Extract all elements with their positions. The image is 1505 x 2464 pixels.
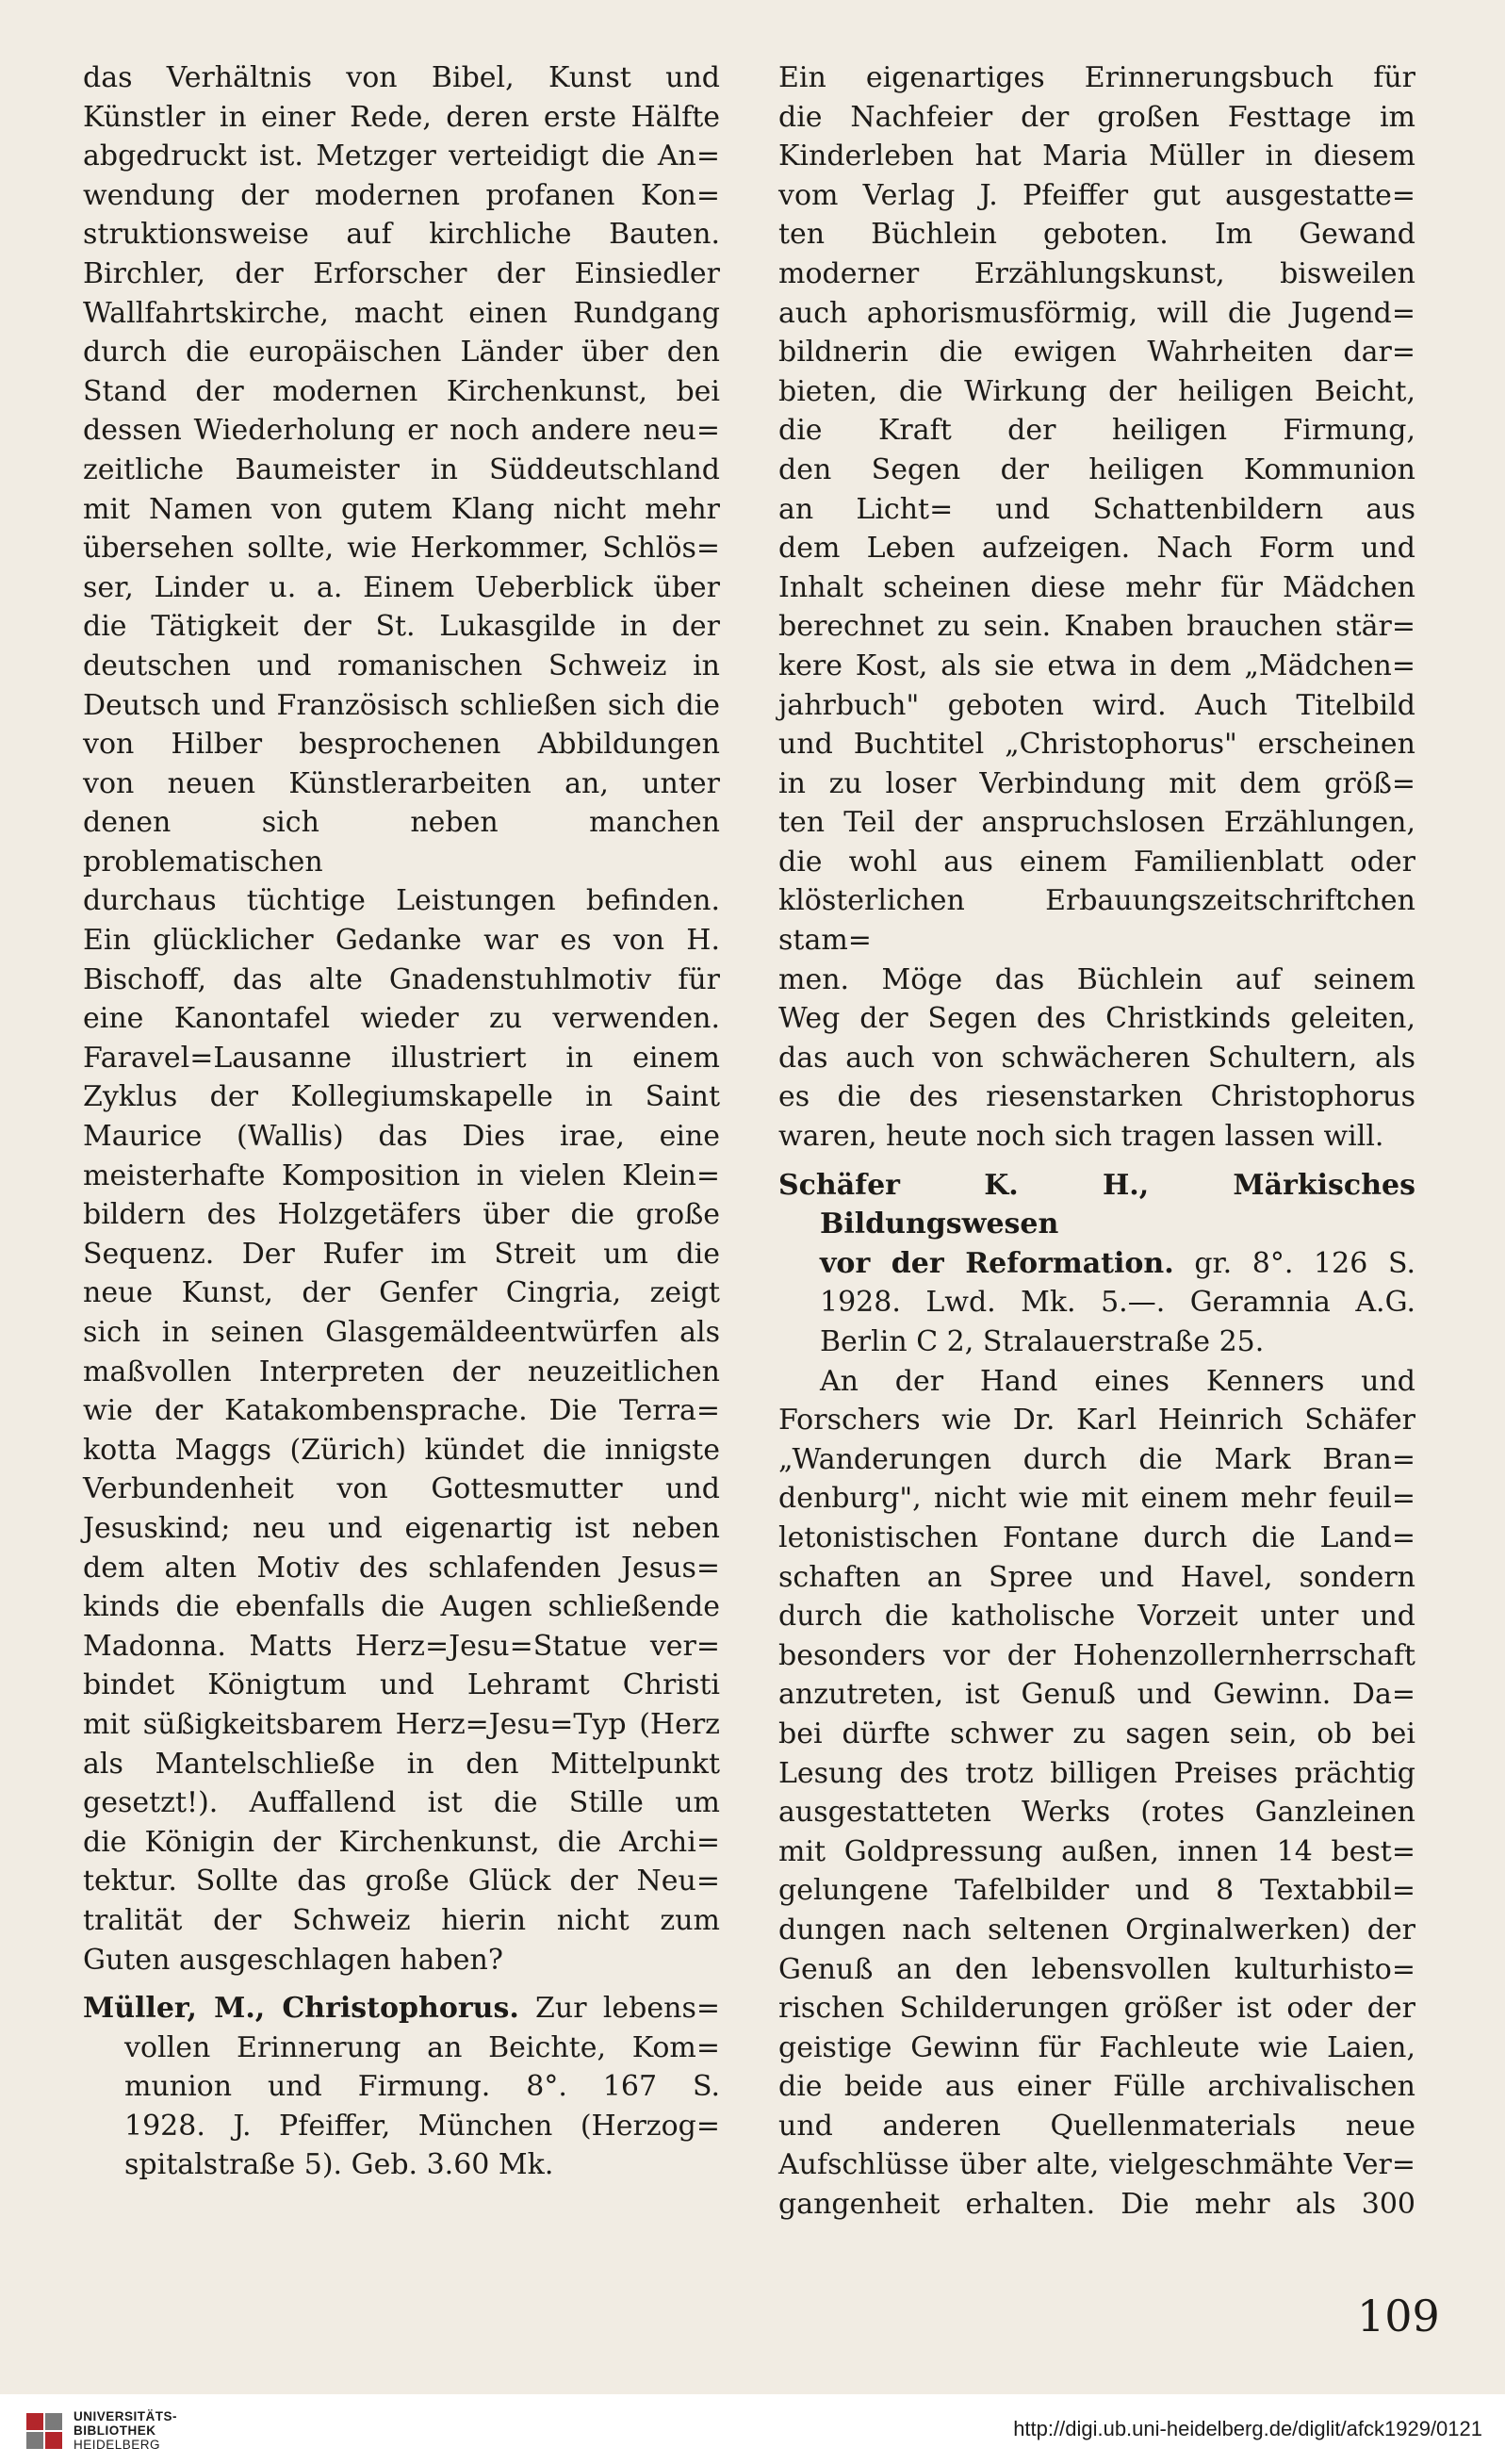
bibliography-entry-line: munion und Firmung. 8°. 167 S. — [124, 2070, 720, 2104]
text-line: Sequenz. Der Rufer im Streit um die — [83, 1237, 720, 1271]
bibliography-entry-line: Berlin C 2, Stralauerstraße 25. — [820, 1325, 1265, 1358]
entry-heading: Schäfer K. H., Märkisches Bildungswesen — [778, 1168, 1415, 1241]
right-column — [778, 58, 1415, 2225]
text-line: Kinderleben hat Maria Müller in diesem — [778, 140, 1415, 173]
text-line: eine Kanontafel wieder zu verwenden. — [83, 1002, 720, 1036]
text-line: Genuß an den lebensvollen kulturhisto= — [778, 1952, 1415, 1986]
text-line: von neuen Künstlerarbeiten an, unter — [83, 766, 720, 800]
text-line: Madonna. Matts Herz=Jesu=Statue ver= — [83, 1629, 720, 1663]
text-line: ten Teil der anspruchslosen Erzählungen, — [778, 806, 1415, 840]
text-line: Ein eigenartiges Erinnerungsbuch für — [778, 61, 1415, 94]
text-line: übersehen sollte, wie Herkommer, Schlös= — [83, 532, 720, 566]
bibliography-entry-line: 1928. Lwd. Mk. 5.—. Geramnia A.G. — [820, 1286, 1415, 1320]
text-line: besonders vor der Hohenzollernherrschaft — [778, 1638, 1415, 1672]
text-line: mit Namen von gutem Klang nicht mehr — [83, 492, 720, 526]
text-line: wie der Katakombensprache. Die Terra= — [83, 1394, 720, 1428]
footer-bar — [0, 2394, 1505, 2464]
text-line: in zu loser Verbindung mit dem größ= — [778, 766, 1415, 800]
text-line: dem Leben aufzeigen. Nach Form und — [778, 532, 1415, 566]
text-line: men. Möge das Büchlein auf seinem — [778, 962, 1415, 996]
text-line: neue Kunst, der Genfer Cingria, zeigt — [83, 1276, 720, 1310]
text-line: dessen Wiederholung er noch andere neu= — [83, 414, 720, 448]
text-line: gelungene Tafelbilder und 8 Textabbil= — [778, 1874, 1415, 1908]
entry-text: gr. 8°. 126 S. — [1173, 1246, 1415, 1280]
text-line: bieten, die Wirkung der heiligen Beicht, — [778, 374, 1415, 408]
text-line: die Kraft der heiligen Firmung, — [778, 414, 1415, 448]
source-url-link[interactable]: http://digi.ub.uni-heidelberg.de/diglit/afck1929/0121 — [1013, 2417, 1482, 2440]
text-line: Künstler in einer Rede, deren erste Hälfte — [83, 100, 720, 134]
text-line: kotta Maggs (Zürich) kündet die innigste — [83, 1433, 720, 1467]
text-line: anzutreten, ist Genuß und Gewinn. Da= — [778, 1678, 1415, 1712]
text-line: Deutsch und Französisch schließen sich die — [83, 688, 720, 722]
text-line: auch aphorismusförmig, will die Jugend= — [778, 296, 1415, 330]
text-line: berechnet zu sein. Knaben brauchen stär= — [778, 610, 1415, 644]
text-line: ausgestatteten Werks (rotes Ganzleinen — [778, 1796, 1415, 1830]
text-line: Zyklus der Kollegiumskapelle in Saint — [83, 1080, 720, 1114]
text-line: rischen Schilderungen größer ist oder der — [778, 1992, 1415, 2026]
library-name-line-2: BIBLIOTHEK — [74, 2423, 156, 2438]
text-line: das auch von schwächeren Schultern, als — [778, 1041, 1415, 1075]
bibliography-entry-first-line — [83, 1989, 720, 2029]
text-line: die beide aus einer Fülle archivalischen — [778, 2070, 1415, 2104]
text-line: bildnerin die ewigen Wahrheiten dar= — [778, 336, 1415, 370]
text-line: Weg der Segen des Christkinds geleiten, — [778, 1002, 1415, 1036]
text-line: deutschen und romanischen Schweiz in — [83, 649, 720, 682]
text-line: den Segen der heiligen Kommunion — [778, 452, 1415, 486]
text-line: ten Büchlein geboten. Im Gewand — [778, 218, 1415, 252]
text-line: bildern des Holzgetäfers über die große — [83, 1198, 720, 1232]
text-line: Stand der modernen Kirchenkunst, bei — [83, 374, 720, 408]
university-library-logo-icon — [25, 2411, 64, 2451]
entry-heading-continued: vor der Reformation. — [820, 1246, 1174, 1280]
text-line: sich in seinen Glasgemäldeentwürfen als — [83, 1316, 720, 1349]
text-line: tektur. Sollte das große Glück der Neu= — [83, 1864, 720, 1898]
text-line: kinds die ebenfalls die Augen schließende — [83, 1590, 720, 1624]
text-line: gangenheit erhalten. Die mehr als 300 — [778, 2188, 1415, 2222]
text-line: Forschers wie Dr. Karl Heinrich Schäfer — [778, 1404, 1415, 1437]
text-line: jahrbuch" geboten wird. Auch Titelbild — [778, 688, 1415, 722]
text-line: Maurice (Wallis) das Dies irae, eine — [83, 1120, 720, 1154]
text-line: Wallfahrtskirche, macht einen Rundgang — [83, 296, 720, 330]
bibliography-entry-line: vollen Erinnerung an Beichte, Kom= — [124, 2030, 720, 2064]
text-line: die wohl aus einem Familienblatt oder — [778, 845, 1415, 879]
bibliography-entry-first-line — [778, 1166, 1415, 1244]
text-line: wendung der modernen profanen Kon= — [83, 178, 720, 212]
text-line: gesetzt!). Auffallend ist die Stille um — [83, 1786, 720, 1820]
text-line: schaften an Spree und Havel, sondern — [778, 1560, 1415, 1594]
text-line: maßvollen Interpreten der neuzeitlichen — [83, 1355, 720, 1388]
text-line: zeitliche Baumeister in Süddeutschland — [83, 452, 720, 486]
text-line: tralität der Schweiz hierin nicht zum — [83, 1903, 720, 1937]
text-line: Lesung des trotz billigen Preises prächtig — [778, 1756, 1415, 1790]
text-line: Aufschlüsse über alte, vielgeschmähte Ver= — [778, 2148, 1415, 2182]
text-line: „Wanderungen durch die Mark Bran= — [778, 1442, 1415, 1476]
text-line: ser, Linder u. a. Einem Ueberblick über — [83, 570, 720, 604]
text-line: Jesuskind; neu und eigenartig ist neben — [83, 1511, 720, 1545]
text-line: denen sich neben manchen problematischen — [83, 806, 720, 879]
text-line: struktionsweise auf kirchliche Bauten. — [83, 218, 720, 252]
text-line: dungen nach seltenen Orginalwerken) der — [778, 1913, 1415, 1947]
bibliography-entry-line — [778, 1244, 1415, 1284]
text-line: vom Verlag J. Pfeiffer gut ausgestatte= — [778, 178, 1415, 212]
text-line: es die des riesenstarken Christophorus — [778, 1080, 1415, 1114]
text-line: von Hilber besprochenen Abbildungen — [83, 728, 720, 762]
text-line: die Tätigkeit der St. Lukasgilde in der — [83, 610, 720, 644]
text-line: durchaus tüchtige Leistungen befinden. — [83, 884, 720, 918]
text-line: dem alten Motiv des schlafenden Jesus= — [83, 1551, 720, 1585]
text-line: bindet Königtum und Lehramt Christi — [83, 1668, 720, 1702]
text-line: Inhalt scheinen diese mehr für Mädchen — [778, 570, 1415, 604]
text-line: durch die europäischen Länder über den — [83, 336, 720, 370]
library-name-line-3: HEIDELBERG — [74, 2438, 161, 2452]
text-line: mit Goldpressung außen, innen 14 best= — [778, 1834, 1415, 1868]
left-column — [83, 58, 720, 2185]
text-line: Ein glücklicher Gedanke war es von H. — [83, 924, 720, 958]
text-line: klösterlichen Erbauungszeitschriftchen stam= — [778, 884, 1415, 958]
text-line: abgedruckt ist. Metzger verteidigt die An= — [83, 140, 720, 173]
text-line: meisterhafte Komposition in vielen Klein= — [83, 1158, 720, 1192]
text-line: bei dürfte schwer zu sagen sein, ob bei — [778, 1717, 1415, 1750]
text-line: als Mantelschließe in den Mittelpunkt — [83, 1747, 720, 1781]
text-line: letonistischen Fontane durch die Land= — [778, 1520, 1415, 1554]
text-line: waren, heute noch sich tragen lassen will. — [778, 1120, 1384, 1154]
text-line: mit süßigkeitsbarem Herz=Jesu=Typ (Herz — [83, 1707, 720, 1741]
bibliography-entry-line: spitalstraße 5). Geb. 3.60 Mk. — [124, 2148, 554, 2182]
text-line: an Licht= und Schattenbildern aus — [778, 492, 1415, 526]
text-line: und Buchtitel „Christophorus" erscheinen — [778, 728, 1415, 762]
text-line: Faravel=Lausanne illustriert in einem — [83, 1041, 720, 1075]
text-line: die Königin der Kirchenkunst, die Archi= — [83, 1825, 720, 1859]
text-line: Verbundenheit von Gottesmutter und — [83, 1472, 720, 1506]
text-line: und anderen Quellenmaterials neue — [778, 2109, 1415, 2143]
library-name — [74, 2409, 177, 2452]
page-number: 109 — [1357, 2291, 1440, 2341]
entry-text: Zur lebens= — [518, 1992, 720, 2026]
text-line: Guten ausgeschlagen haben? — [83, 1943, 503, 1977]
text-line: An der Hand eines Kenners und — [820, 1364, 1415, 1398]
bibliography-entry-line: 1928. J. Pfeiffer, München (Herzog= — [124, 2109, 720, 2143]
entry-heading: Müller, M., Christophorus. — [83, 1992, 519, 2026]
text-line: Birchler, der Erforscher der Einsiedler — [83, 256, 720, 290]
text-line: durch die katholische Vorzeit unter und — [778, 1600, 1415, 1634]
text-line: kere Kost, als sie etwa in dem „Mädchen= — [778, 649, 1415, 682]
text-line: das Verhältnis von Bibel, Kunst und — [83, 61, 720, 94]
text-line: die Nachfeier der großen Festtage im — [778, 100, 1415, 134]
text-line: moderner Erzählungskunst, bisweilen — [778, 256, 1415, 290]
text-line: geistige Gewinn für Fachleute wie Laien, — [778, 2030, 1415, 2064]
library-name-line-1: UNIVERSITÄTS- — [74, 2409, 178, 2423]
text-line: denburg", nicht wie mit einem mehr feuil= — [778, 1482, 1415, 1516]
text-line: Bischoff, das alte Gnadenstuhlmotiv für — [83, 962, 720, 996]
